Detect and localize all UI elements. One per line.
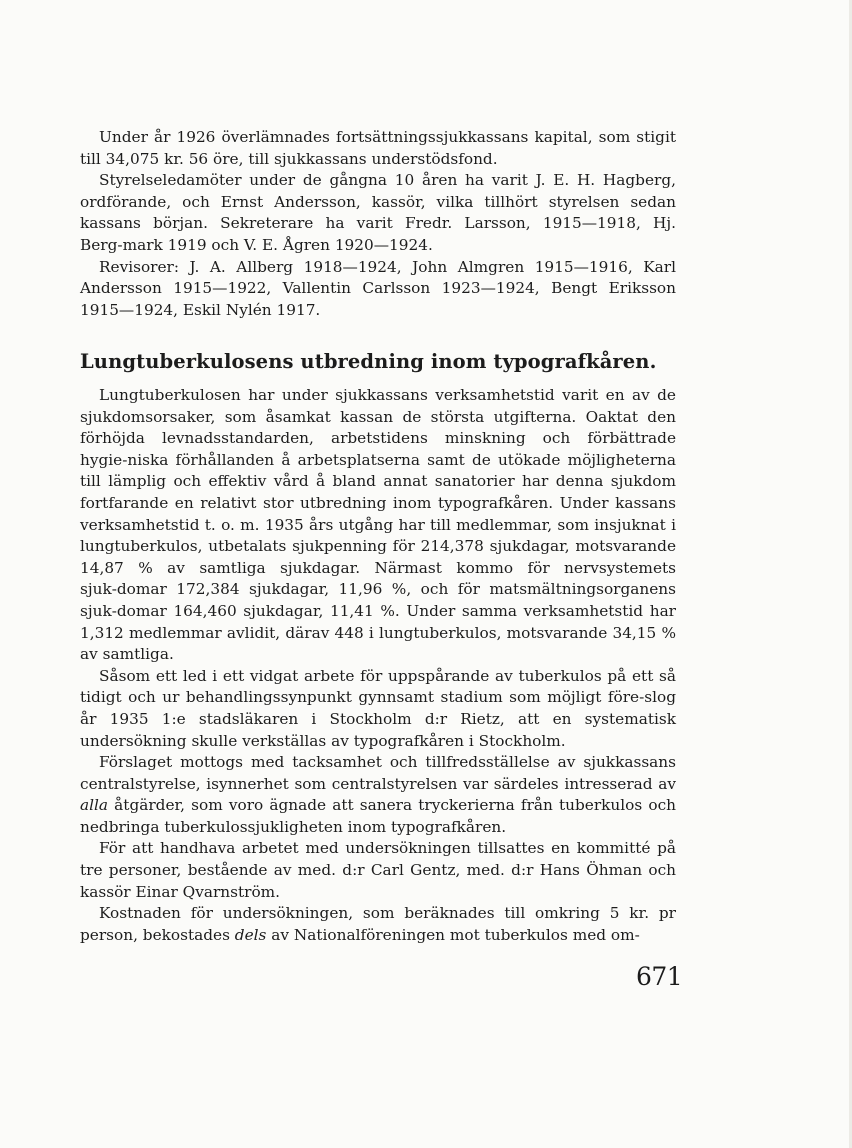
section-heading: Lungtuberkulosens utbredning inom typografkåren. xyxy=(80,350,657,373)
paragraph-board-members: Styrelseledamöter under de gångna 10 åren ha varit J. E. H. Hagberg, ordförande, och Ernst Andersson, kassör, vilka tillhört styrelsen sedan kassans början. Sekreterare ha varit Fredr. Larsson, 1915—1918, Hj. Berg‑mark 1919 och V. E. Ågren 1920—1924. xyxy=(80,171,676,254)
paragraph-board-reception xyxy=(80,752,676,838)
emphasis-dels: dels xyxy=(234,925,267,944)
text-run: åtgärder, som voro ägnade att sanera tryckerierna från tuberkulos och nedbringa tuberkulossjukligheten inom typografkåren. xyxy=(80,796,676,836)
paragraph-cost xyxy=(80,903,676,946)
paragraph-auditors: Revisorer: J. A. Allberg 1918—1924, John Almgren 1915—1916, Karl Andersson 1915—1922, Vallentin Carlsson 1923—1924, Bengt Eriksson 1915—1924, Eskil Nylén 1917. xyxy=(80,257,676,319)
text-run: av Nationalföreningen mot tuberkulos med om‑ xyxy=(266,925,640,944)
text-run: Förslaget mottogs med tacksamhet och tillfredsställelse av sjukkassans centralstyrelse, isynnerhet som centralstyrelsen var särdeles intresserad av xyxy=(80,753,676,793)
intro-text-block xyxy=(80,127,676,321)
paragraph-tuberculosis-stats: Lungtuberkulosen har under sjukkassans verksamhetstid varit en av de sjukdomsorsaker, som åsamkat kassan de största utgifterna. Oaktat den förhöjda levnadsstandarden, arbetstidens minskning och förbättrade hygie‑niska förhållanden å arbetsplatserna samt de utökade möjligheterna till lämplig och effektiv vård å bland annat sanatorier har denna sjukdom fortfarande en relativt stor utbredning inom typografkåren. Under kassans verksamhetstid t. o. m. 1935 års utgång har till medlemmar, som insjuknat i lungtuberkulos, utbetalats sjukpenning för 214,378 sjukdagar, motsvarande 14,87 % av samtliga sjukdagar. Närmast kommo för nervsystemets sjuk‑domar 172,384 sjukdagar, 11,96 %, och för matsmältningsorganens sjuk‑domar 164,460 sjukdagar, 11,41 %. Under samma verksamhetstid har 1,312 medlemmar avlidit, därav 448 i lungtuberkulos, motsvarande 34,15 % av samtliga. xyxy=(80,386,676,664)
section-text-block xyxy=(80,385,676,946)
emphasis-alla: alla xyxy=(80,796,109,815)
paragraph-investigation-proposal: Såsom ett led i ett vidgat arbete för uppspårande av tuberkulos på ett så tidigt och ur behandlingssynpunkt gynnsamt stadium som möjligt före‑slog år 1935 1:e stadsläkaren i Stockholm d:r Rietz, att en systematisk undersökning skulle verkställas av typografkåren i Stockholm. xyxy=(80,666,676,750)
page-number: 671 xyxy=(636,962,683,991)
text-run: Kostnaden för undersökningen, som beräknades till omkring 5 kr. pr person, bekostades xyxy=(80,904,676,944)
paragraph-committee: För att handhava arbetet med undersökningen tillsattes en kommitté på tre personer, bestående av med. d:r Carl Gentz, med. d:r Hans Öhman och kassör Einar Qvarnström. xyxy=(80,839,676,901)
paragraph-fund-transfer: Under år 1926 överlämnades fortsättningssjukkassans kapital, som stigit till 34,075 kr. 56 öre, till sjukkassans understödsfond. xyxy=(80,128,676,168)
